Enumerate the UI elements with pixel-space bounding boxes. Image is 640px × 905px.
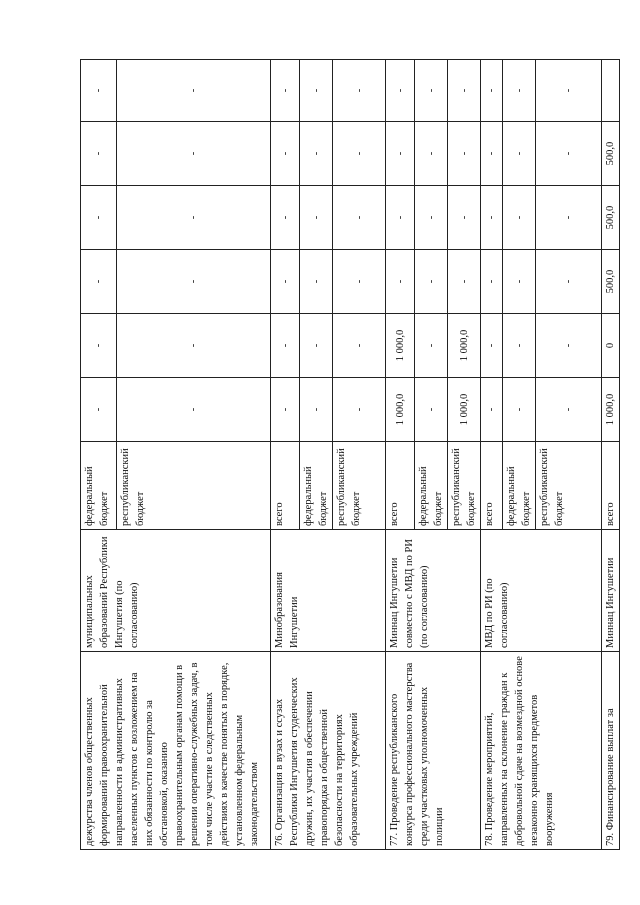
measure-cell: 78. Проведение мероприятий, направленных на склонение граждан к добровольной сдаче на возмездной основе незаконно хранящихся предметов вооружения: [481, 652, 602, 850]
value-cell: -: [300, 186, 333, 250]
value-cell: -: [415, 314, 448, 378]
value-cell: -: [536, 186, 602, 250]
value-cell: -: [117, 122, 271, 186]
source-cell: республиканский бюджет: [333, 442, 386, 530]
value-cell: -: [503, 314, 536, 378]
source-cell: всего: [271, 442, 300, 530]
value-cell: -: [481, 250, 503, 314]
value-cell: 1 000,0: [602, 378, 620, 442]
value-cell: 0: [602, 314, 620, 378]
value-cell: -: [386, 60, 415, 122]
value-cell: -: [481, 314, 503, 378]
source-cell: федеральный бюджет: [300, 442, 333, 530]
value-cell: -: [448, 122, 481, 186]
value-cell: 1 000,0: [448, 378, 481, 442]
value-cell: -: [300, 314, 333, 378]
value-cell: -: [415, 122, 448, 186]
value-cell: -: [386, 122, 415, 186]
value-cell: -: [448, 250, 481, 314]
value-cell: -: [117, 186, 271, 250]
executor-cell: Миннац Ингушетии совместно с МВД по РИ (по согласованию): [386, 530, 481, 652]
value-cell: -: [503, 122, 536, 186]
value-cell: -: [271, 250, 300, 314]
value-cell: -: [386, 250, 415, 314]
value-cell: -: [415, 250, 448, 314]
source-cell: федеральный бюджет: [81, 442, 117, 530]
value-cell: -: [481, 186, 503, 250]
value-cell: -: [481, 60, 503, 122]
value-cell: -: [271, 314, 300, 378]
source-cell: всего: [481, 442, 503, 530]
value-cell: -: [81, 314, 117, 378]
table-row: [81, 60, 117, 850]
executor-cell: Миннац Ингушетии: [602, 530, 620, 652]
value-cell: -: [300, 122, 333, 186]
value-cell: -: [81, 250, 117, 314]
value-cell: -: [448, 186, 481, 250]
value-cell: -: [300, 378, 333, 442]
value-cell: -: [503, 60, 536, 122]
source-cell: всего: [386, 442, 415, 530]
table-row: [271, 60, 300, 850]
value-cell: 1 000,0: [448, 314, 481, 378]
value-cell: -: [415, 60, 448, 122]
value-cell: -: [271, 378, 300, 442]
source-cell: республиканский бюджет: [117, 442, 271, 530]
value-cell: -: [415, 378, 448, 442]
value-cell: -: [81, 378, 117, 442]
value-cell: -: [536, 60, 602, 122]
value-cell: -: [333, 122, 386, 186]
value-cell: 1 000,0: [386, 314, 415, 378]
source-cell: республиканский бюджет: [448, 442, 481, 530]
value-cell: -: [333, 314, 386, 378]
executor-cell: МВД по РИ (по согласованию): [481, 530, 602, 652]
source-cell: республиканский бюджет: [536, 442, 602, 530]
measure-cell: дежурства членов общественных формирований правоохранительной направленности в административных населенных пунктов с возложением на них обязанности по контролю за обстановкой, оказанию правоохранительным органам помощи в решении оперативно-служебных задач, в том числе участие в следственных действиях в качестве понятых в порядке, установленном федеральным законодательством: [81, 652, 271, 850]
value-cell: -: [536, 250, 602, 314]
value-cell: [602, 60, 620, 122]
value-cell: -: [81, 60, 117, 122]
source-cell: всего: [602, 442, 620, 530]
table-row: [602, 60, 620, 850]
source-cell: федеральный бюджет: [503, 442, 536, 530]
value-cell: -: [448, 60, 481, 122]
value-cell: -: [300, 60, 333, 122]
table-row: [386, 60, 415, 850]
rotated-page: [80, 60, 616, 850]
value-cell: -: [117, 60, 271, 122]
value-cell: -: [333, 378, 386, 442]
table-row: [481, 60, 503, 850]
value-cell: -: [81, 122, 117, 186]
value-cell: -: [503, 186, 536, 250]
value-cell: -: [271, 186, 300, 250]
value-cell: -: [536, 378, 602, 442]
measure-cell: 79. Финансирование выплат за: [602, 652, 620, 850]
program-measures-table: [80, 59, 620, 850]
value-cell: 500,0: [602, 122, 620, 186]
value-cell: -: [481, 122, 503, 186]
value-cell: -: [117, 314, 271, 378]
source-cell: федеральный бюджет: [415, 442, 448, 530]
value-cell: -: [117, 378, 271, 442]
value-cell: -: [333, 250, 386, 314]
value-cell: 500,0: [602, 186, 620, 250]
value-cell: -: [536, 122, 602, 186]
value-cell: -: [271, 122, 300, 186]
value-cell: -: [333, 186, 386, 250]
value-cell: -: [386, 186, 415, 250]
value-cell: -: [536, 314, 602, 378]
value-cell: -: [415, 186, 448, 250]
value-cell: -: [481, 378, 503, 442]
value-cell: 500,0: [602, 250, 620, 314]
executor-cell: муниципальных образований Республики Ингушетия (по согласованию): [81, 530, 271, 652]
value-cell: -: [503, 378, 536, 442]
value-cell: -: [271, 60, 300, 122]
value-cell: -: [333, 60, 386, 122]
executor-cell: Минобразования Ингушетии: [271, 530, 386, 652]
value-cell: -: [503, 250, 536, 314]
value-cell: -: [117, 250, 271, 314]
value-cell: -: [300, 250, 333, 314]
measure-cell: 76. Организация в вузах и ссузах Республики Ингушетия студенческих дружин, их участия в обеспечении правопорядка и общественной безопасности на территориях образовательных учреждений: [271, 652, 386, 850]
value-cell: 1 000,0: [386, 378, 415, 442]
value-cell: -: [81, 186, 117, 250]
measure-cell: 77. Проведение республиканского конкурса профессионального мастерства среди участковых уполномоченных полиции: [386, 652, 481, 850]
